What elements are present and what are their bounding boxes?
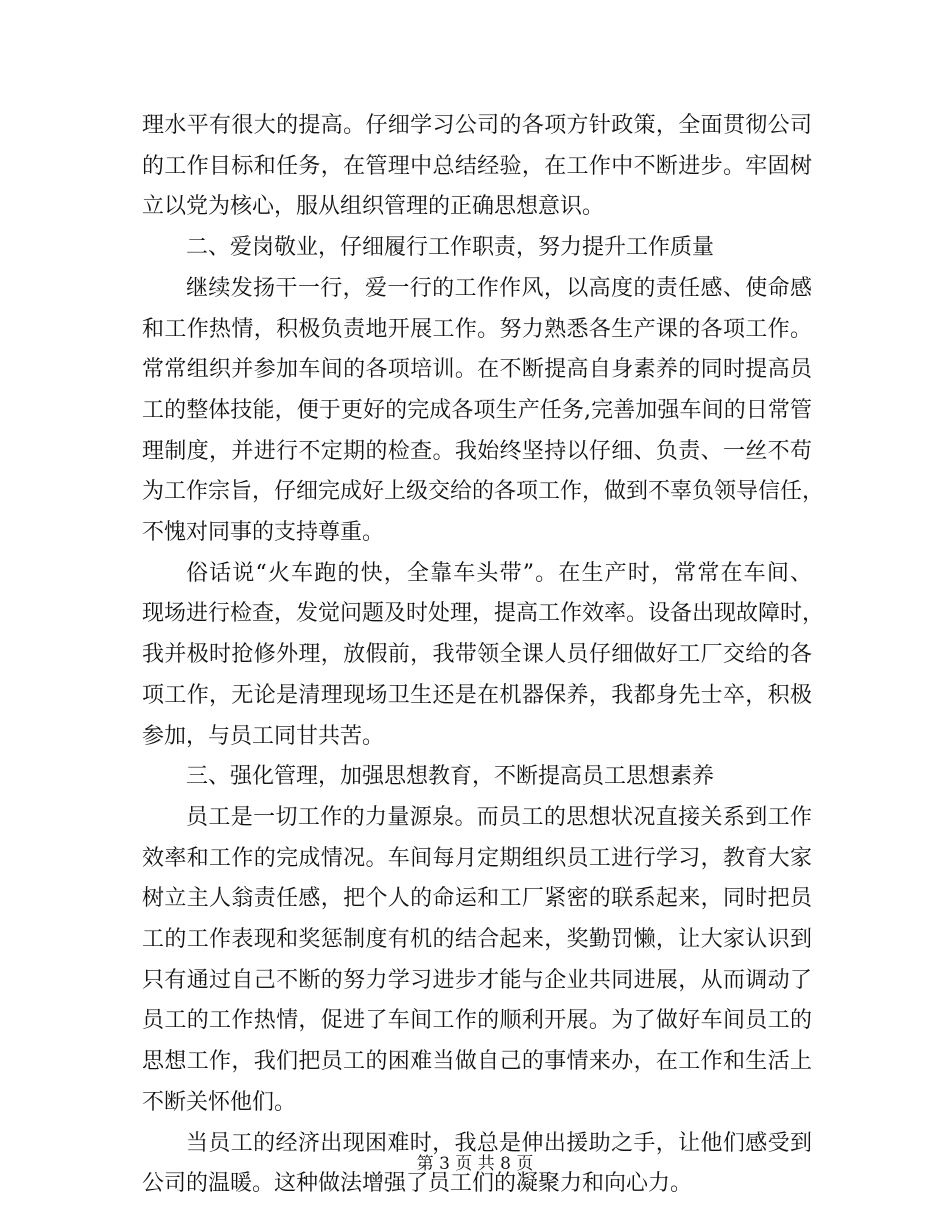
text-line: 继续发扬干一行，爱一行的工作作风，以高度的责任感、使命感	[186, 275, 812, 301]
text-line: 不断关怀他们。	[142, 1089, 297, 1115]
text-line: 现场进行检查，发觉问题及时处理，提高工作效率。设备出现故障时，	[142, 601, 825, 627]
page-footer: 第 3 页 共 8 页	[416, 1154, 534, 1174]
text-line: 不愧对同事的支持尊重。	[142, 520, 385, 545]
text-line: 员工的工作热情，促进了车间工作的顺利开展。为了做好车间员工的	[142, 1008, 812, 1034]
text-line: 参加，与员工同甘共苦。	[142, 723, 385, 749]
text-line: 只有通过自己不断的努力学习进步才能与企业共同进展，从而调动了	[142, 967, 812, 993]
text-line: 二、爱岗敬业，仔细履行工作职责，努力提升工作质量	[186, 235, 715, 261]
text-line: 我并极时抢修外理，放假前，我带领全课人员仔细做好工厂交给的各	[142, 642, 812, 668]
text-line: 理水平有很大的提高。仔细学习公司的各项方针政策，全面贯彻公司	[142, 113, 812, 138]
text-line: 的工作目标和任务，在管理中总结经验，在工作中不断进步。牢固树	[142, 153, 812, 179]
text-line: 立以党为核心，服从组织管理的正确思想意识。	[142, 194, 605, 220]
text-line: 理制度，并进行不定期的检查。我始终坚持以仔细、负责、一丝不苟	[142, 438, 812, 464]
text-line: 项工作，无论是清理现场卫生还是在机器保养，我都身先士卒，积极	[142, 682, 812, 708]
text-line: 为工作宗旨，仔细完成好上级交给的各项工作，做到不辜负领导信任，	[142, 479, 825, 505]
text-line: 效率和工作的完成情况。车间每月定期组织员工进行学习，教育大家	[142, 845, 812, 871]
text-line: 树立主人翁责任感，把个人的命运和工厂紧密的联系起来，同时把员	[142, 886, 812, 912]
text-line: 员工是一切工作的力量源泉。而员工的思想状况直接关系到工作	[186, 804, 812, 830]
text-line: 当员工的经济出现困难时，我总是伸出援助之手，让他们感受到	[186, 1130, 812, 1156]
text-line: 工的工作表现和奖惩制度有机的结合起来，奖勤罚懒，让大家认识到	[142, 927, 812, 952]
text-line: 和工作热情，积极负责地开展工作。努力熟悉各生产课的各项工作。	[142, 316, 812, 342]
text-line: 公司的温暖。这种做法增强了员工们的凝聚力和向心力。	[142, 1171, 693, 1197]
text-line: 三、强化管理，加强思想教育，不断提高员工思想素养	[186, 764, 715, 790]
text-line: 工的整体技能，便于更好的完成各项生产任务,完善加强车间的日常管	[142, 397, 812, 423]
text-line: 俗话说“火车跑的快，全靠车头带”。在生产时，常常在车间、	[186, 560, 812, 586]
text-line: 常常组织并参加车间的各项培训。在不断提高自身素养的同时提高员	[142, 357, 812, 383]
text-line: 思想工作，我们把员工的困难当做自己的事情来办，在工作和生活上	[142, 1049, 812, 1075]
